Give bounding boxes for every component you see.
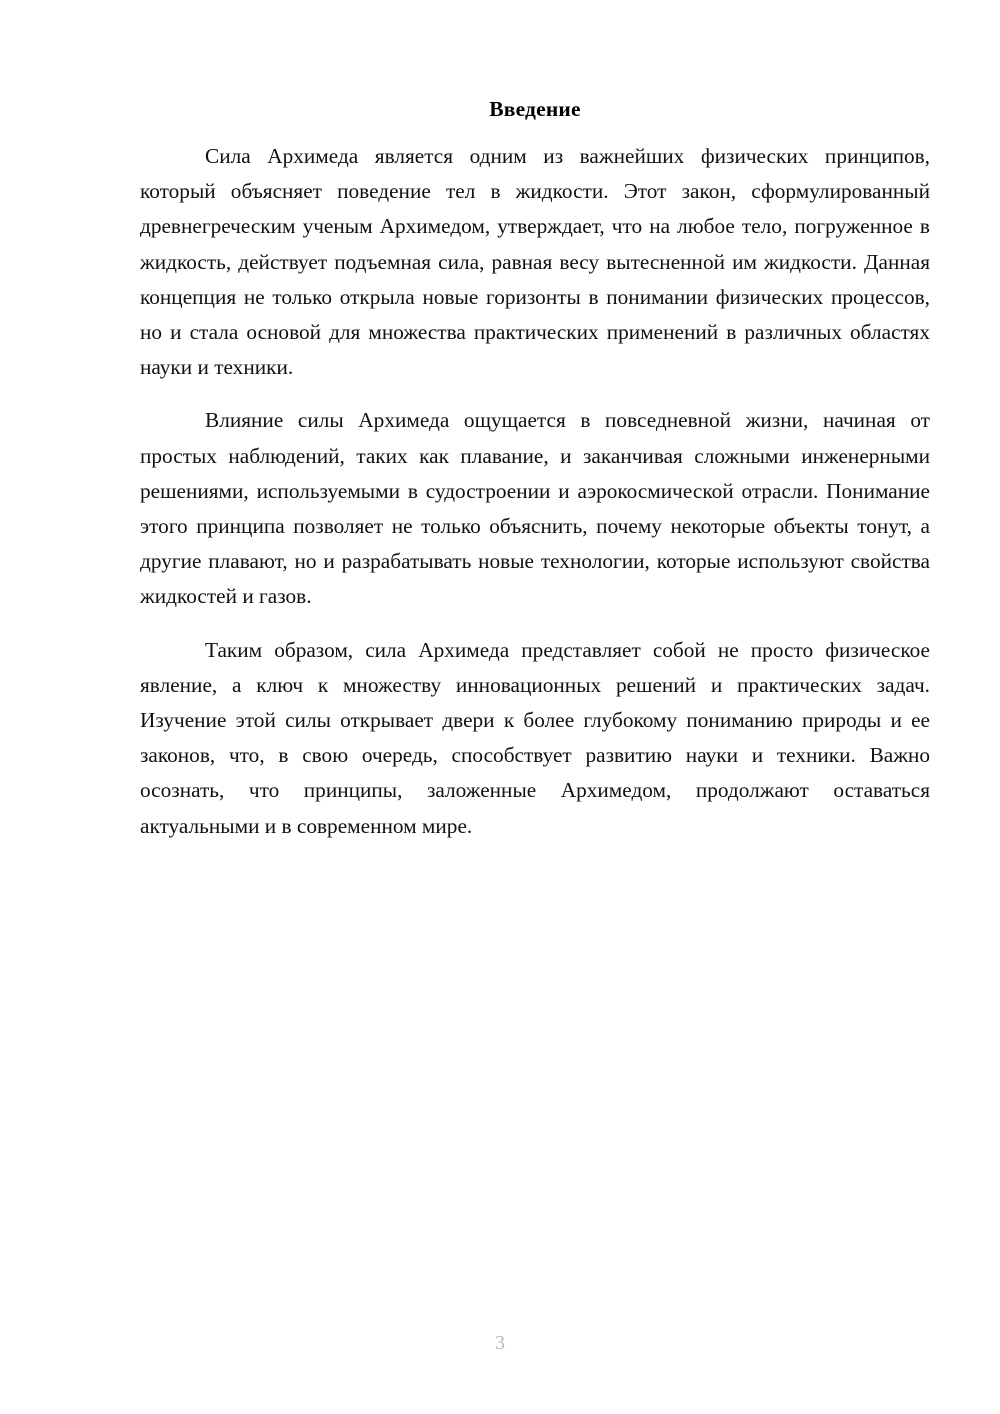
body-paragraph-2: Влияние силы Архимеда ощущается в повседневной жизни, начиная от простых наблюдений, таких как плавание, и заканчивая сложными инженерными решениями, используемыми в судостроении и аэрокосмической отрасли. Понимание этого принципа позволяет не только объяснить, почему некоторые объекты тонут, а другие плавают, но и разрабатывать новые технологии, которые используют свойства жидкостей и газов.: [140, 408, 930, 609]
body-paragraph-3: Таким образом, сила Архимеда представляет собой не просто физическое явление, а ключ к множеству инновационных решений и практических задач. Изучение этой силы открывает двери к более глубокому пониманию природы и ее законов, что, в свою очередь, способствует развитию науки и техники. Важно осознать, что принципы, заложенные Архимедом, продолжают оставаться актуальными и в современном мире.: [140, 637, 930, 838]
page-number: 3: [495, 1332, 505, 1354]
document-body: [140, 92, 930, 844]
body-paragraph-1: Сила Архимеда является одним из важнейших физических принципов, который объясняет поведение тел в жидкости. Этот закон, сформулированный древнегреческим ученым Архимедом, утверждает, что на любое тело, погруженное в жидкость, действует подъемная сила, равная весу вытесненной им жидкости. Данная концепция не только открыла новые горизонты в понимании физических процессов, но и стала основой для множества практических применений в различных областях науки и техники.: [140, 144, 930, 380]
page-title: Введение: [489, 97, 581, 121]
